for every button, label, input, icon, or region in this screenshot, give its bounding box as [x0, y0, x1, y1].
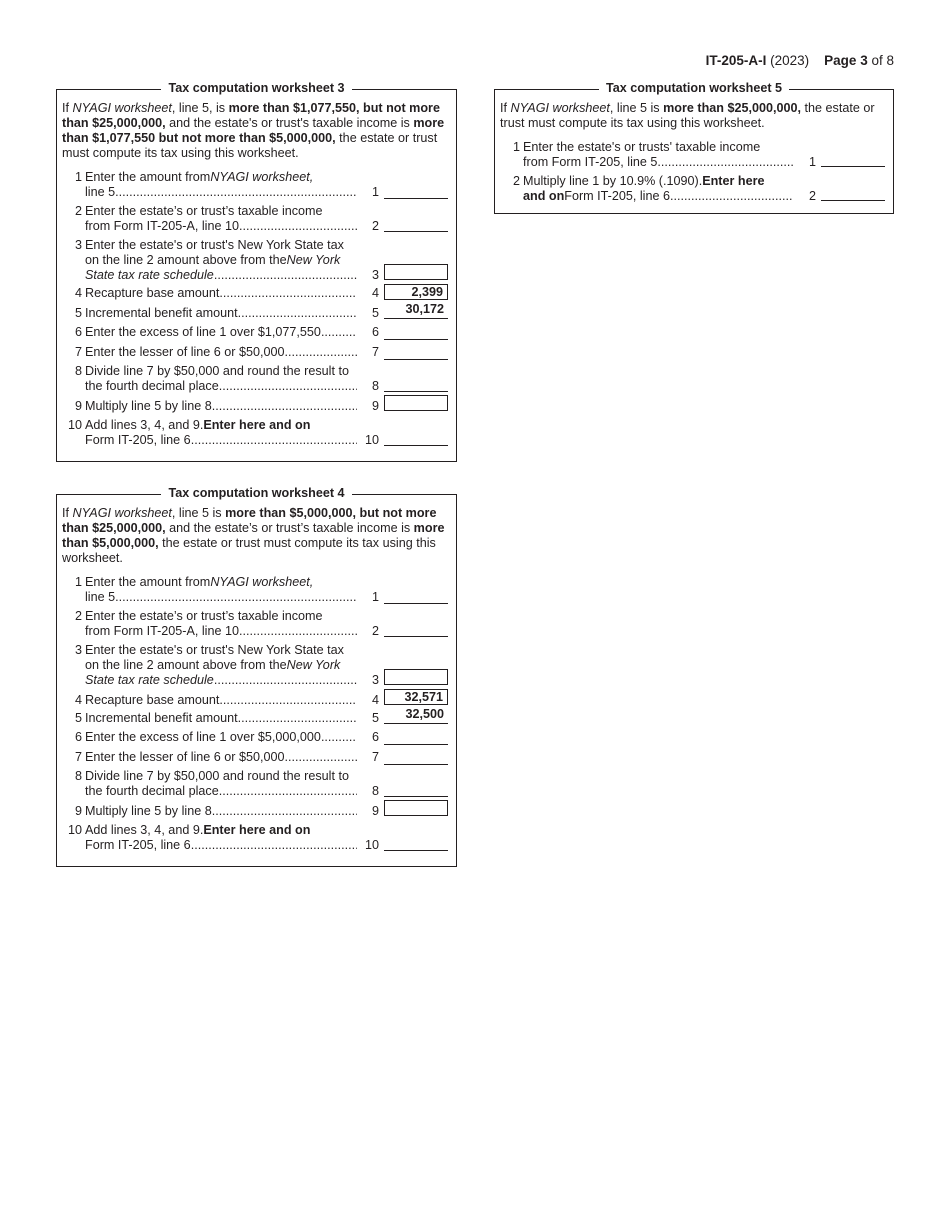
ws4-line-6-input[interactable] — [384, 730, 448, 745]
ws4-line-2-input[interactable] — [384, 622, 448, 637]
worksheet-5-intro: If NYAGI worksheet, line 5 is more than $25,000,000, the estate or trust must compute its tax using this worksheet. — [500, 101, 875, 130]
ws3-line-7-input[interactable] — [384, 345, 448, 360]
page-of: of 8 — [871, 53, 894, 68]
form-id: IT-205-A-I — [705, 53, 767, 68]
worksheet-4: Tax computation worksheet 4 If NYAGI worksheet, line 5 is more than $5,000,000, but not more than $25,000,000, and the estate’s or trust’s taxable income is more than $5,000,000, the estate or trust must compute its tax using this worksheet. 1 Enter the amount from NYAGI worksheet, line 5 ..... 1 2 Enter the estate’s or trust’s taxable income from Form IT-205-A, line 10 ..... 2 3 Enter the estate's or trust's New York State tax on the line 2 amount above from the New York State tax rate schedule ..... 3 4 Recapture base amount ..... 4 32,571 5 Incremental benefit amount ..... 5 32,500 6 Enter the excess of line 1 over $5,000,000 ..... 6 7 Enter the lesser of line 6 or $50,000 ..... 7 8 Divide line 7 by $50,000 and round the result to the fourth decimal place ..... 8 9 Multiply line 5 by line 8 ..... 9 10 Add lines 3, 4, and 9. Enter here and on Form IT-205, line 6 ..... 10 — [56, 494, 457, 867]
page-header — [706, 53, 894, 68]
worksheet-3: Tax computation worksheet 3 If NYAGI worksheet, line 5, is more than $1,077,550, but not more than $25,000,000, and the estate's or trust's taxable income is more than $1,077,550 but not more than $5,000,000, the estate or trust must compute its tax using this worksheet. 1 Enter the amount from NYAGI worksheet, line 5 ..... 1 2 Enter the estate’s or trust’s taxable income from Form IT-205-A, line 10 ..... 2 3 Enter the estate's or trust's New York State tax on the line 2 amount above from the New York State tax rate schedule ..... 3 4 Recapture base amount ..... 4 2,399 5 Incremental benefit amount ..... 5 30,172 6 Enter the excess of line 1 over $1,077,550 ..... 6 7 Enter the lesser of line 6 or $50,000 ..... 7 8 Divide line 7 by $50,000 and round the result to the fourth decimal place ..... 8 9 Multiply line 5 by line 8 ..... 9 10 Add lines 3, 4, and 9. Enter here and on Form IT-205, line 6 ..... 10 — [56, 89, 457, 462]
ws3-line-10-input[interactable] — [384, 431, 448, 446]
ws5-line-1-input[interactable] — [821, 152, 885, 167]
ws3-line-4-value: 2,399 — [384, 284, 448, 300]
ws3-line-8-input[interactable] — [384, 377, 448, 392]
worksheet-3-intro: If NYAGI worksheet, line 5, is more than $1,077,550, but not more than $25,000,000, and the estate's or trust's taxable income is more than $1,077,550 but not more than $5,000,000, the estate or trust must compute its tax using this worksheet. — [62, 101, 445, 160]
page-label: Page 3 — [824, 53, 868, 68]
worksheet-4-title: Tax computation worksheet 4 — [161, 486, 351, 500]
ws4-line-5-value: 32,500 — [384, 707, 448, 724]
ws4-line-8-input[interactable] — [384, 782, 448, 797]
ws3-line-5-value: 30,172 — [384, 302, 448, 319]
worksheet-5-title: Tax computation worksheet 5 — [599, 81, 789, 95]
ws4-line-3-input[interactable] — [384, 669, 448, 685]
ws3-line-6-input[interactable] — [384, 325, 448, 340]
ws3-line-1-input[interactable] — [384, 184, 448, 199]
ws5-line-2-input[interactable] — [821, 186, 885, 201]
ws4-line-7-input[interactable] — [384, 750, 448, 765]
worksheet-5: Tax computation worksheet 5 If NYAGI worksheet, line 5 is more than $25,000,000, the estate or trust must compute its tax using this worksheet. 1 Enter the estate's or trusts' taxable income from Form IT-205, line 5 ..... 1 2 Multiply line 1 by 10.9% (.1090). Enter here and on Form IT-205, line 6 ..... 2 — [494, 89, 894, 214]
ws3-line-9-input[interactable] — [384, 395, 448, 411]
ws4-line-9-input[interactable] — [384, 800, 448, 816]
ws3-line-2-input[interactable] — [384, 217, 448, 232]
ws4-line-4-value: 32,571 — [384, 689, 448, 705]
worksheet-4-intro: If NYAGI worksheet, line 5 is more than $5,000,000, but not more than $25,000,000, and the estate’s or trust’s taxable income is more than $5,000,000, the estate or trust must compute its tax using this worksheet. — [62, 506, 445, 565]
ws3-line-3-input[interactable] — [384, 264, 448, 280]
ws4-line-1-input[interactable] — [384, 589, 448, 604]
ws4-line-10-input[interactable] — [384, 836, 448, 851]
form-year: (2023) — [770, 53, 810, 68]
worksheet-3-title: Tax computation worksheet 3 — [161, 81, 351, 95]
